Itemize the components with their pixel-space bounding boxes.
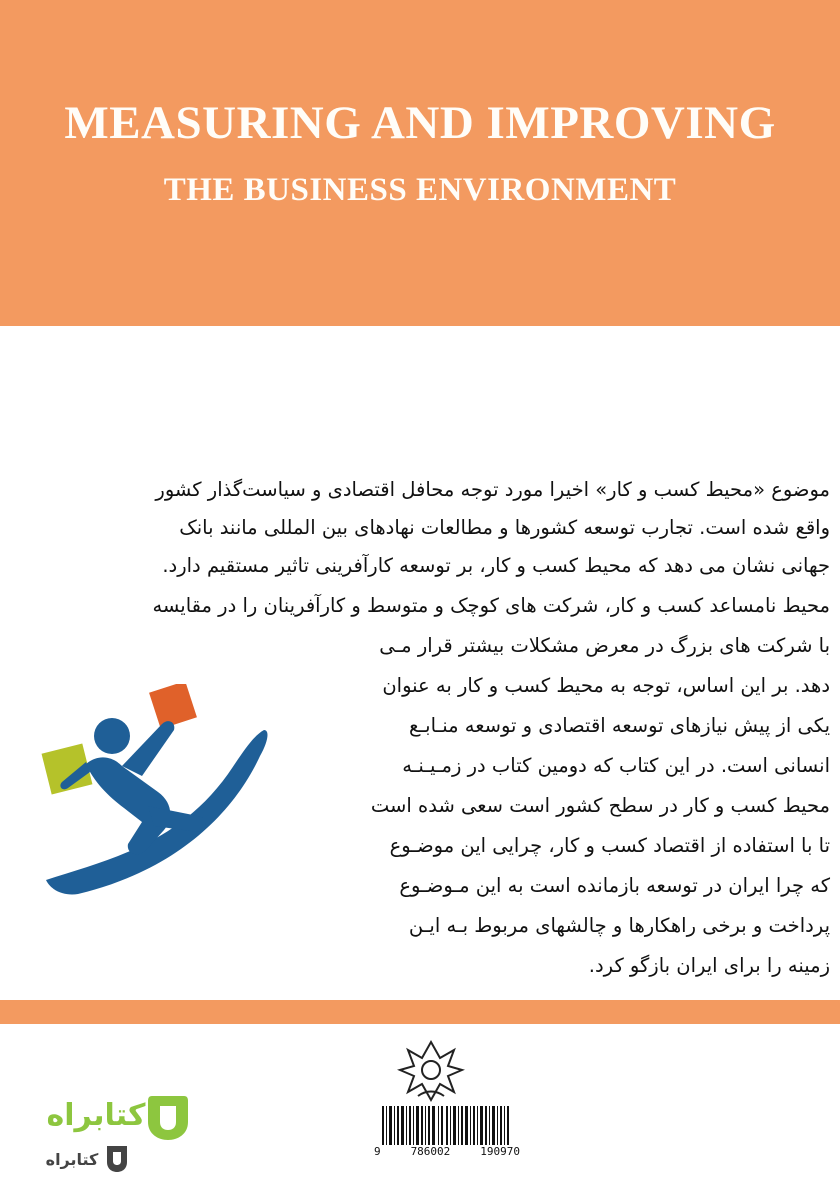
ketabrah-small-logo-icon [104,1144,130,1174]
description-line: محیط نامساعد کسب و کار، شرکت های کوچک و متوسط و کارآفرینان را در مقایسه [152,594,830,617]
description-line: که چرا ایران در توسعه بازمانده است به این مـوضـوع [399,874,830,897]
cover-title-line1: MEASURING AND IMPROVING [64,97,776,149]
cover-bottom-band [0,1000,840,1024]
watermark-small-label: کتابراه [45,1150,99,1169]
description-line: دهد. بر این اساس، توجه به محیط کسب و کار به عنوان [382,674,830,697]
jumping-person-with-boxes-icon [38,684,274,900]
isbn-group2: 190970 [480,1145,520,1158]
description-line: با شرکت های بزرگ در معرض مشکلات بیشتر قرار مـی [379,634,830,657]
description-line: پرداخت و برخی راهکارها و چالشهای مربوط بـه ایـن [408,914,830,937]
isbn-group1: 786002 [410,1145,451,1158]
description-line: محیط کسب و کار در سطح کشور است سعی شده است [370,794,830,817]
ketabrah-logo-icon [146,1092,190,1142]
description-line: جهانی نشان می دهد که محیط کسب و کار، بر توسعه کارآفرینی تاثیر مستقیم دارد. [162,554,830,577]
cover-top-band [0,0,840,326]
description-line: یکی از پیش نیازهای توسعه اقتصادی و توسعه منـابـع [409,714,830,737]
description-line: واقع شده است. تجارب توسعه کشورها و مطالعات نهادهای بین المللی مانند بانک [179,516,830,539]
isbn-prefix: 9 [374,1145,381,1158]
description-line: انسانی است. در این کتاب که دومین کتاب در زمـیـنـه [402,754,830,777]
description-line: تا با استفاده از اقتصاد کسب و کار، چرایی این موضـوع [389,834,830,857]
cover-title-line2: THE BUSINESS ENVIRONMENT [163,172,677,208]
isbn-number [372,1145,522,1158]
watermark-label: کتابراه [46,1098,146,1133]
ketabrah-watermark [40,1088,190,1188]
description-line: موضوع «محیط کسب و کار» اخیرا مورد توجه محافل اقتصادی و سیاست‌گذار کشور [155,478,830,501]
description-line: زمینه را برای ایران بازگو کرد. [588,954,830,977]
